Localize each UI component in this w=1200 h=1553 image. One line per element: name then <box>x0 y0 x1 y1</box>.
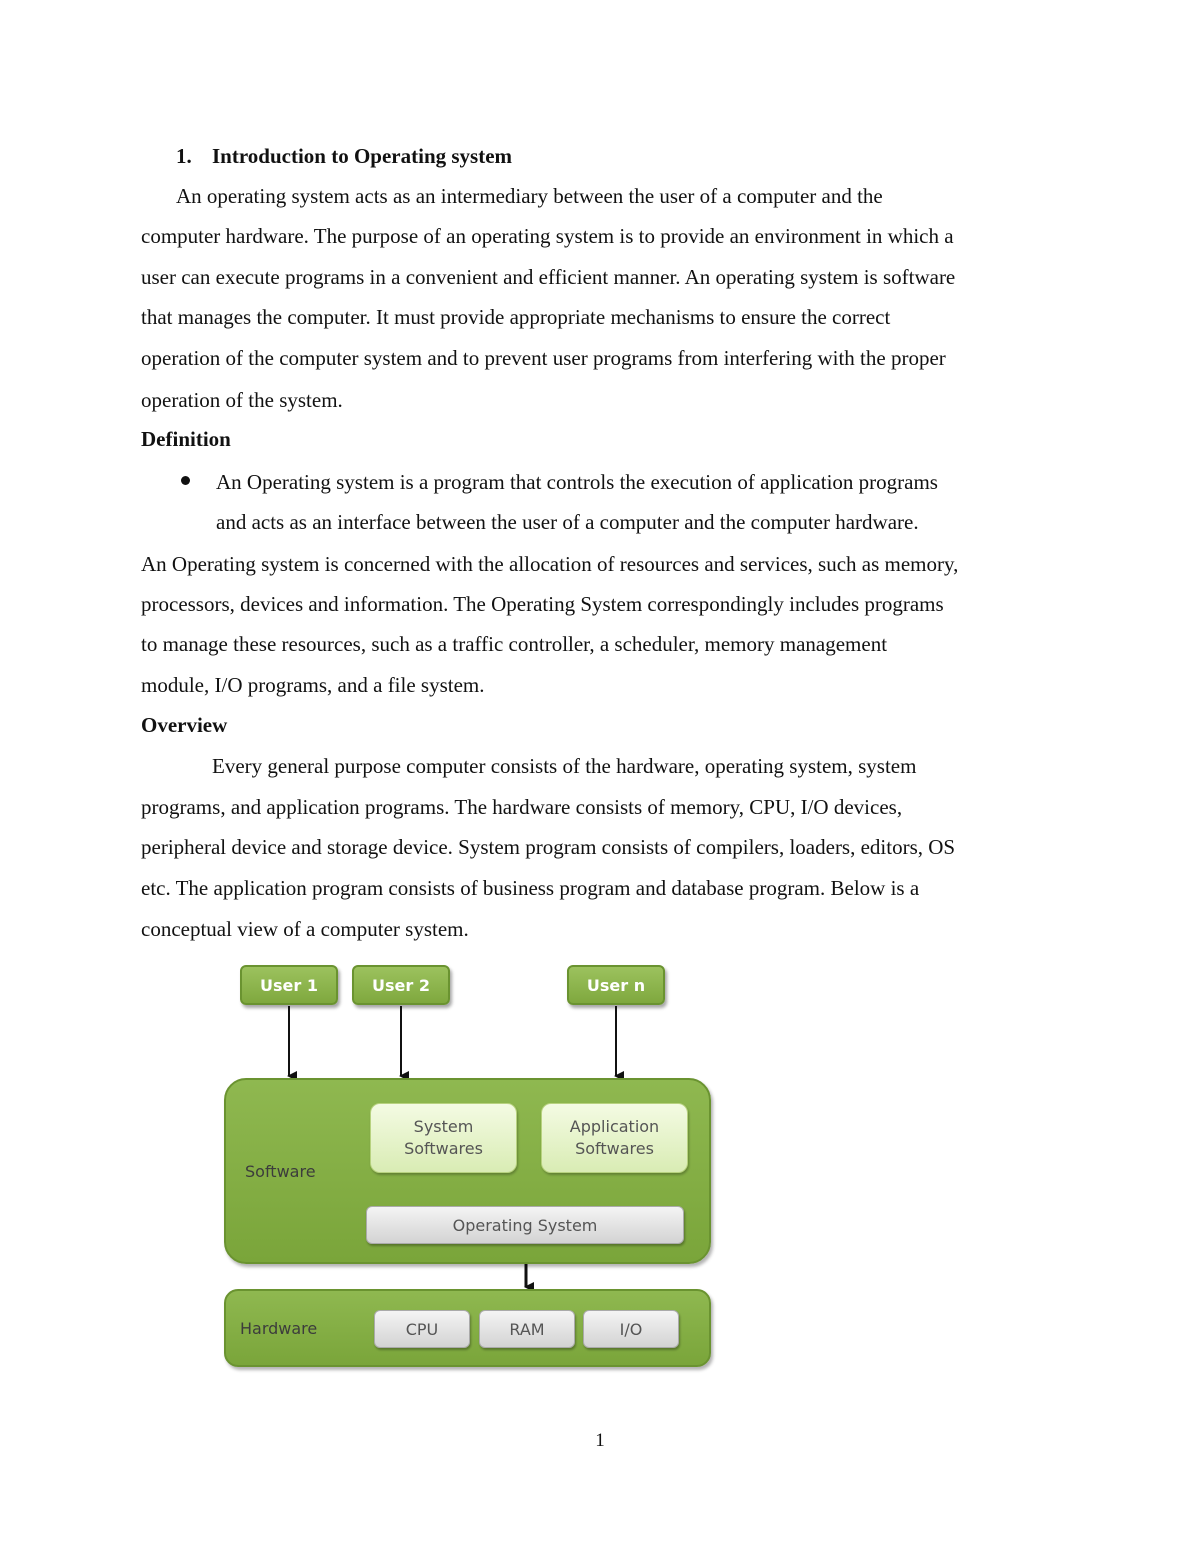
user-1-box: User 1 <box>240 965 338 1005</box>
intro-line: operation of the computer system and to prevent user programs from interfering with the proper <box>141 346 946 370</box>
overview-line: peripheral device and storage device. System program consists of compilers, loaders, editors, OS <box>141 835 956 859</box>
definition-line: module, I/O programs, and a file system. <box>141 673 485 697</box>
overview-line: Every general purpose computer consists of the hardware, operating system, system <box>212 754 917 778</box>
bullet-line: and acts as an interface between the user of a computer and the computer hardware. <box>216 510 919 534</box>
cpu-box: CPU <box>374 1310 470 1348</box>
overview-line: programs, and application programs. The hardware consists of memory, CPU, I/O devices, <box>141 795 903 819</box>
definition-line: processors, devices and information. The Operating System correspondingly includes programs <box>141 592 944 616</box>
hardware-label: Hardware <box>240 1319 318 1338</box>
intro-line: operation of the system. <box>141 388 343 412</box>
section-number: 1. <box>176 144 192 168</box>
overview-line: conceptual view of a computer system. <box>141 917 469 941</box>
ram-box: RAM <box>479 1310 575 1348</box>
bullet-line: An Operating system is a program that controls the execution of application programs <box>216 470 938 494</box>
definition-line: An Operating system is concerned with the allocation of resources and services, such as memory, <box>141 552 959 576</box>
intro-line: An operating system acts as an intermediary between the user of a computer and the <box>176 184 883 208</box>
system-softwares-box: System Softwares <box>370 1103 517 1173</box>
software-label: Software <box>245 1162 316 1181</box>
application-softwares-box: Application Softwares <box>541 1103 688 1173</box>
operating-system-box: Operating System <box>366 1206 684 1244</box>
user-n-box: User n <box>567 965 665 1005</box>
overview-heading: Overview <box>141 713 228 737</box>
io-box: I/O <box>583 1310 679 1348</box>
definition-heading: Definition <box>141 427 231 451</box>
intro-line: computer hardware. The purpose of an operating system is to provide an environment in which a <box>141 224 954 248</box>
section-title: Introduction to Operating system <box>212 144 513 168</box>
page-number: 1 <box>595 1430 605 1451</box>
intro-line: that manages the computer. It must provide appropriate mechanisms to ensure the correct <box>141 305 891 329</box>
definition-line: to manage these resources, such as a traffic controller, a scheduler, memory management <box>141 632 888 656</box>
overview-line: etc. The application program consists of business program and database program. Below is a <box>141 876 920 900</box>
user-2-box: User 2 <box>352 965 450 1005</box>
intro-line: user can execute programs in a convenient and efficient manner. An operating system is software <box>141 265 956 289</box>
